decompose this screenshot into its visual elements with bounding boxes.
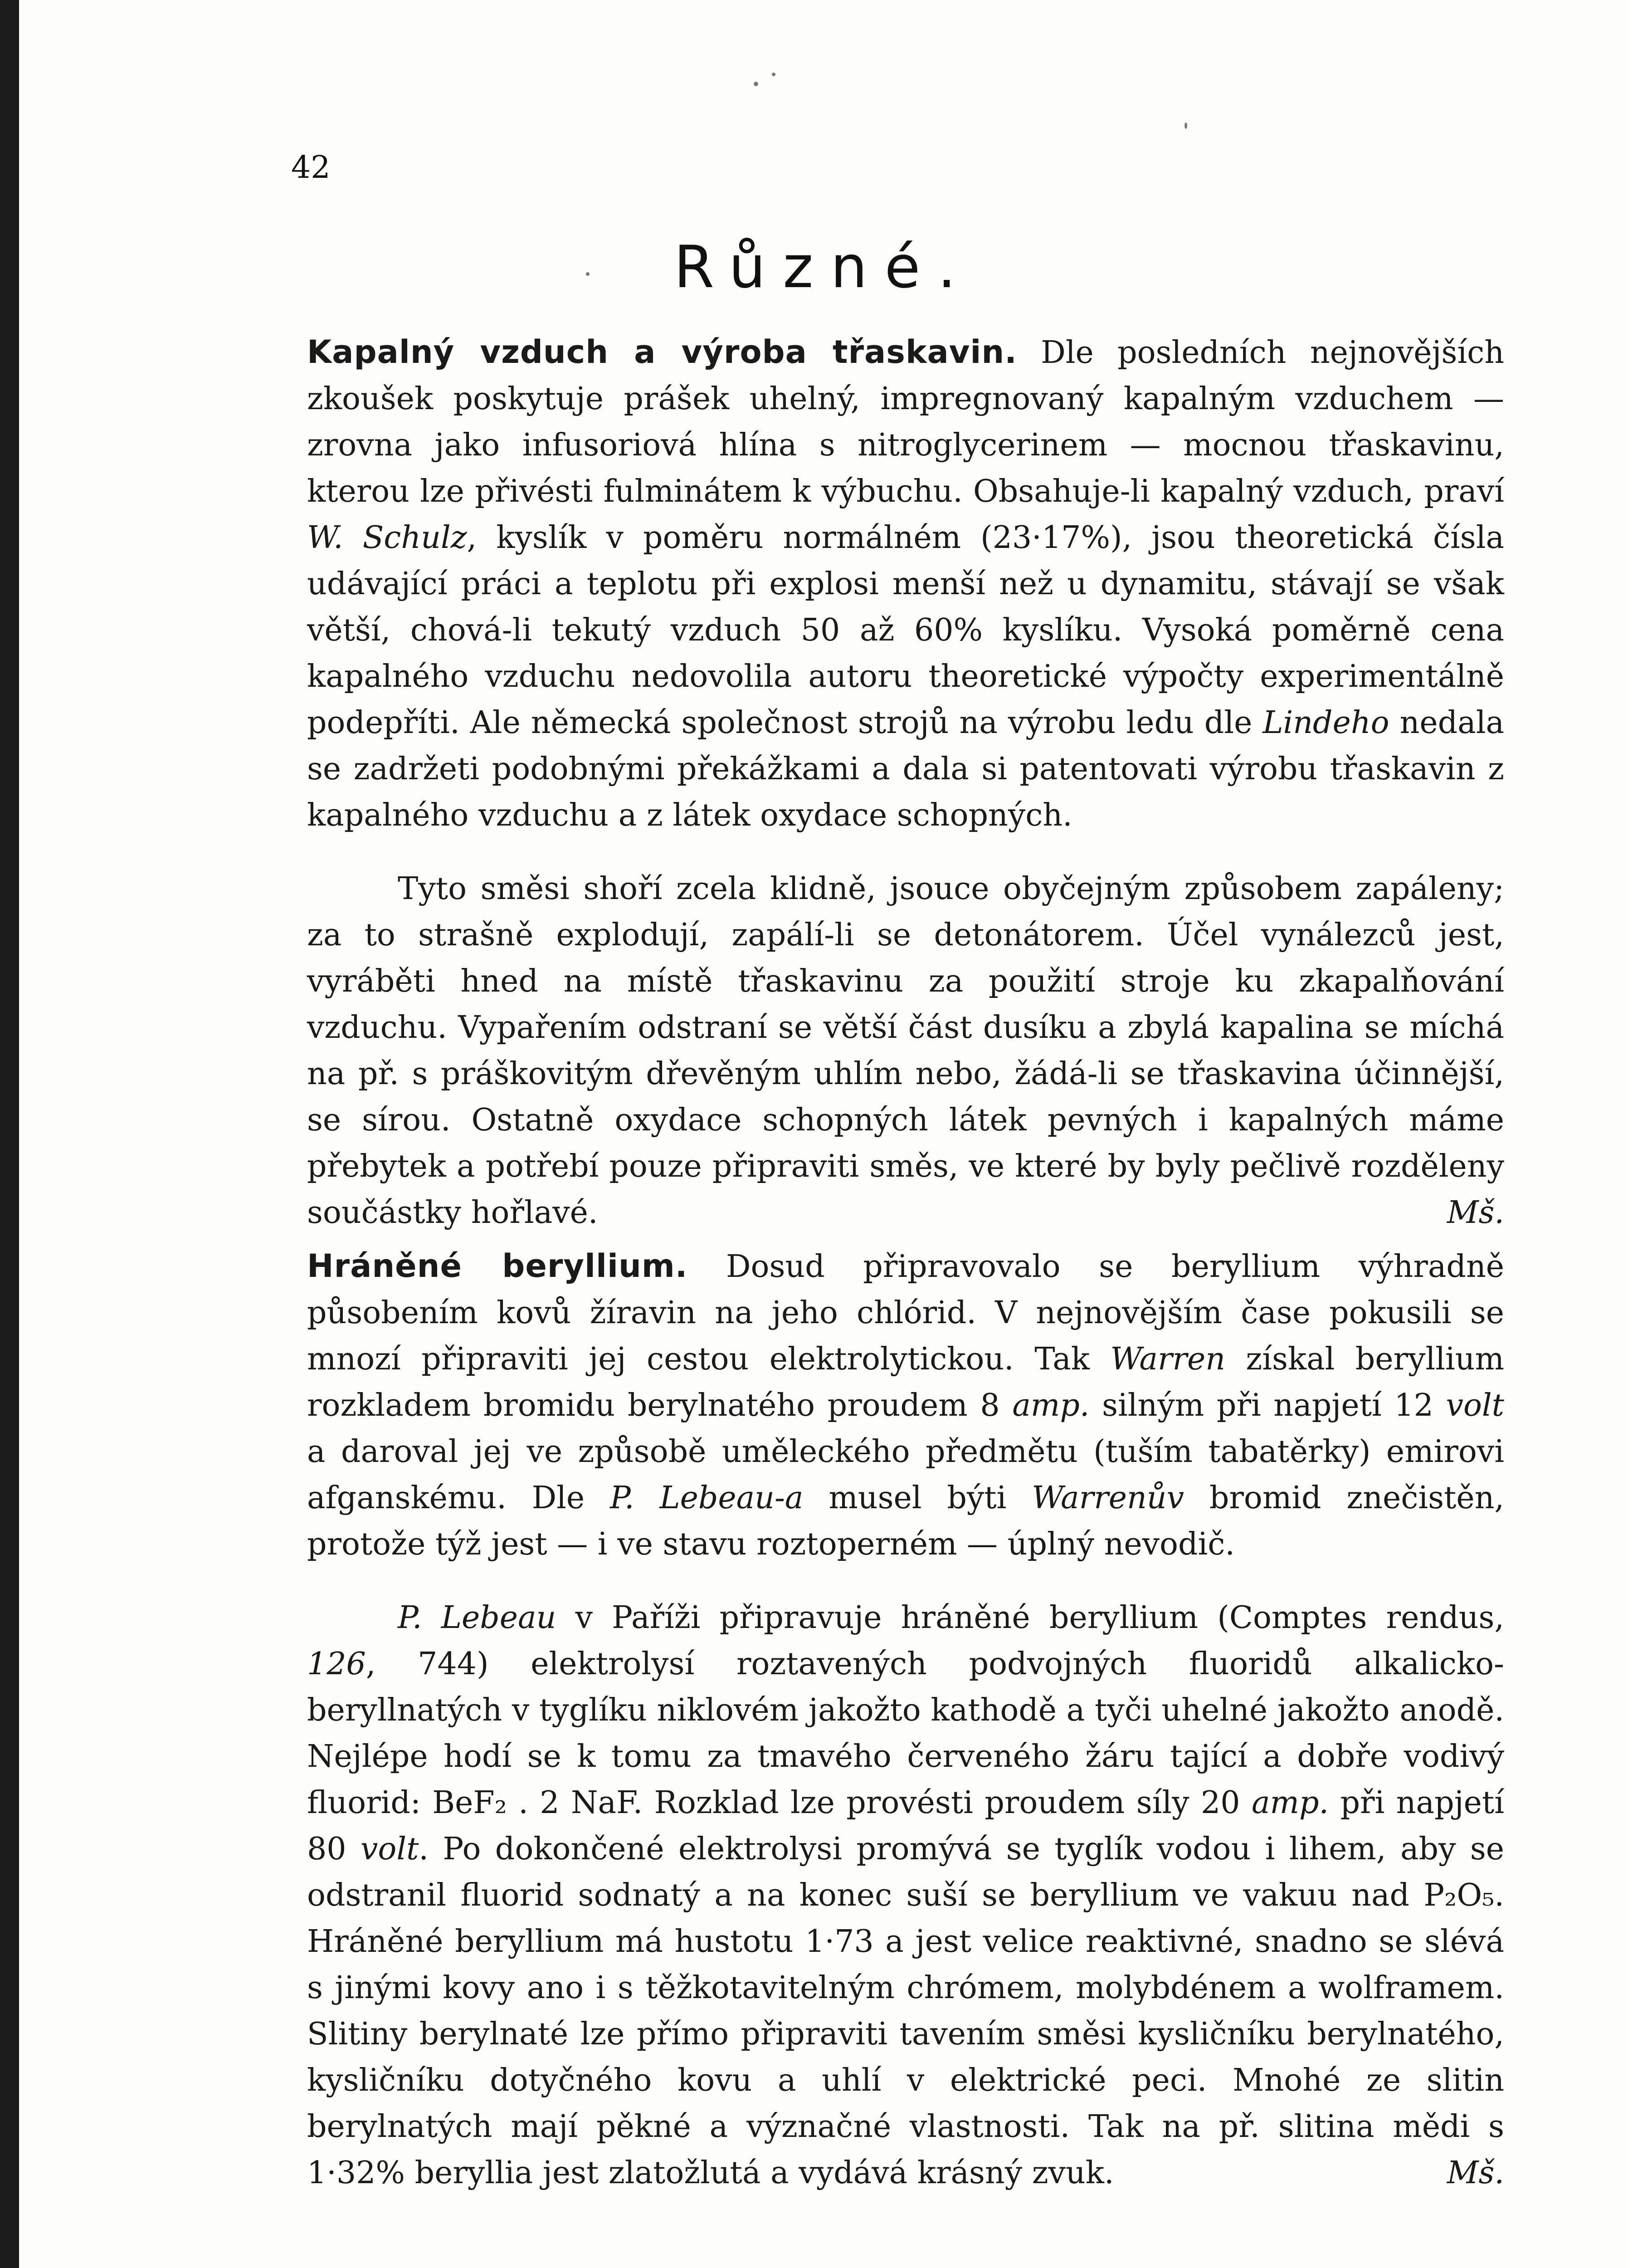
signature: Mš.: [1447, 1195, 1504, 1231]
text-run: Dle posledních nejnovějších zkoušek poskytuje prášek uhelný, impregnovaný kapalným vzduchem — zrovna jako infusoriová hlína s nitroglycerinem — mocnou třaskavinu, kterou lze přivésti fulminátem k výbuchu. Obsahuje-li kapalný vzduch, praví: [307, 335, 1504, 509]
article-beryllium: [307, 1243, 1504, 2196]
unit: amp.: [1251, 1785, 1329, 1821]
text-run: Tyto směsi shoří zcela klidně, jsouce obyčejným způsobem zapáleny; za to strašně explodují, zapálí-li se detonátorem. Účel vynálezců jest, vyráběti hned na místě třaskavinu za použití stroje ku zkapalňování vzduchu. Vypařením odstraní se větší část dusíku a zbylá kapalina se míchá na př. s práškovitým dřevěným uhlím nebo, žádá-li se třaskavina účinnější, se sírou. Ostatně oxydace schopných látek pevných i kapalných máme přebytek a potřebí pouze připraviti směs, ve které by byly pečlivě rozděleny součástky hořlavé.: [307, 871, 1504, 1231]
volume-number: 126: [307, 1646, 366, 1682]
article-liquid-air: [307, 329, 1504, 1236]
unit: volt: [360, 1831, 419, 1867]
article-liquid-air-paragraph-1: [307, 329, 1504, 839]
text-run: . Po dokončené elektrolysi promývá se tyglík vodou i lihem, aby se odstranil fluorid sodnatý a na konec suší se beryllium ve vakuu nad P₂O₅. Hráněné beryllium má hustotu 1·73 a jest velice reaktivné, snadno se slévá s jinými kovy ano i s těžkotavitelným chrómem, molybdénem a wolframem. Slitiny berylnaté lze přímo připraviti tavením směsi kysličníku berylnatého, kysličníku dotyčného kovu a uhlí v elektrické peci. Mnohé ze slitin berylnatých mají pěkné a význačné vlastnosti. Tak na př. slitina mědi s 1·32% beryllia jest zlatožlutá a vydává krásný zvuk.: [307, 1831, 1504, 2191]
scan-speck: [586, 272, 590, 276]
scan-speck: [754, 82, 758, 86]
text-run: získal beryllium rozkladem bromidu berylnatého proudem 8: [307, 1341, 1504, 1423]
text-run: bromid znečistěn, protože týž jest — i ve stavu roztoperném — úplný nevodič.: [307, 1480, 1504, 1562]
unit: volt: [1446, 1388, 1504, 1423]
text-run: silným při napjetí 12: [1089, 1388, 1446, 1423]
signature: Mš.: [1447, 2155, 1504, 2191]
article-liquid-air-heading: Kapalný vzduch a výroba třaskavin.: [307, 333, 1017, 371]
text-run: v Paříži připravuje hráněné beryllium (Comptes rendus,: [556, 1600, 1504, 1636]
text-run: Dosud připravovalo se beryllium výhradně působením kovů žíravin na jeho chlórid. V nejnovějším čase pokusili se mnozí připraviti jej cestou elektrolytickou. Tak: [307, 1249, 1504, 1377]
person-name: P. Lebeau-a: [610, 1480, 804, 1516]
person-name: P. Lebeau: [398, 1600, 556, 1636]
text-run: musel býti: [803, 1480, 1032, 1516]
text-run: , 744) elektrolysí roztavených podvojných fluoridů alkalicko-beryllnatých v tyglíku niklovém jakožto kathodě a tyči uhelné jakožto anodě. Nejlépe hodí se k tomu za tmavého červeného žáru tající a dobře vodivý fluorid: BeF₂ . 2 NaF. Rozklad lze provésti proudem síly 20: [307, 1646, 1504, 1821]
text-run: při napjetí 80: [307, 1785, 1504, 1867]
unit: amp.: [1012, 1388, 1090, 1423]
page-number: 42: [291, 150, 331, 186]
author-name: W. Schulz: [307, 520, 467, 556]
scan-speck: [772, 73, 775, 76]
page-sheet: [19, 0, 1628, 2268]
scan-speck: [1184, 122, 1187, 129]
article-liquid-air-paragraph-2: [307, 866, 1504, 1236]
text-run: nedala se zadržeti podobnými překážkami a dala si patentovati výrobu třaskavin z kapalného vzduchu a z látek oxydace schopných.: [307, 705, 1505, 833]
text-run: a daroval jej ve způsobě uměleckého předmětu (tuším tabatěrky) emirovi afganskému. Dle: [307, 1434, 1504, 1516]
person-name: Warrenův: [1032, 1480, 1184, 1516]
person-name: Lindeho: [1262, 705, 1389, 741]
article-beryllium-heading: Hráněné beryllium.: [307, 1247, 688, 1285]
article-beryllium-paragraph-2: [307, 1595, 1504, 2196]
page-title: Různé.: [673, 234, 974, 301]
article-beryllium-paragraph-1: [307, 1243, 1504, 1568]
person-name: Warren: [1110, 1341, 1225, 1377]
text-run: , kyslík v poměru normálném (23·17%), jsou theoretická čísla udávající práci a teplotu při explosi menší než u dynamitu, stávají se však větší, chová-li tekutý vzduch 50 až 60% kyslíku. Vysoká poměrně cena kapalného vzduchu nedovolila autoru theoretické výpočty experimentálně podepříti. Ale německá společnost strojů na výrobu ledu dle: [307, 520, 1504, 741]
